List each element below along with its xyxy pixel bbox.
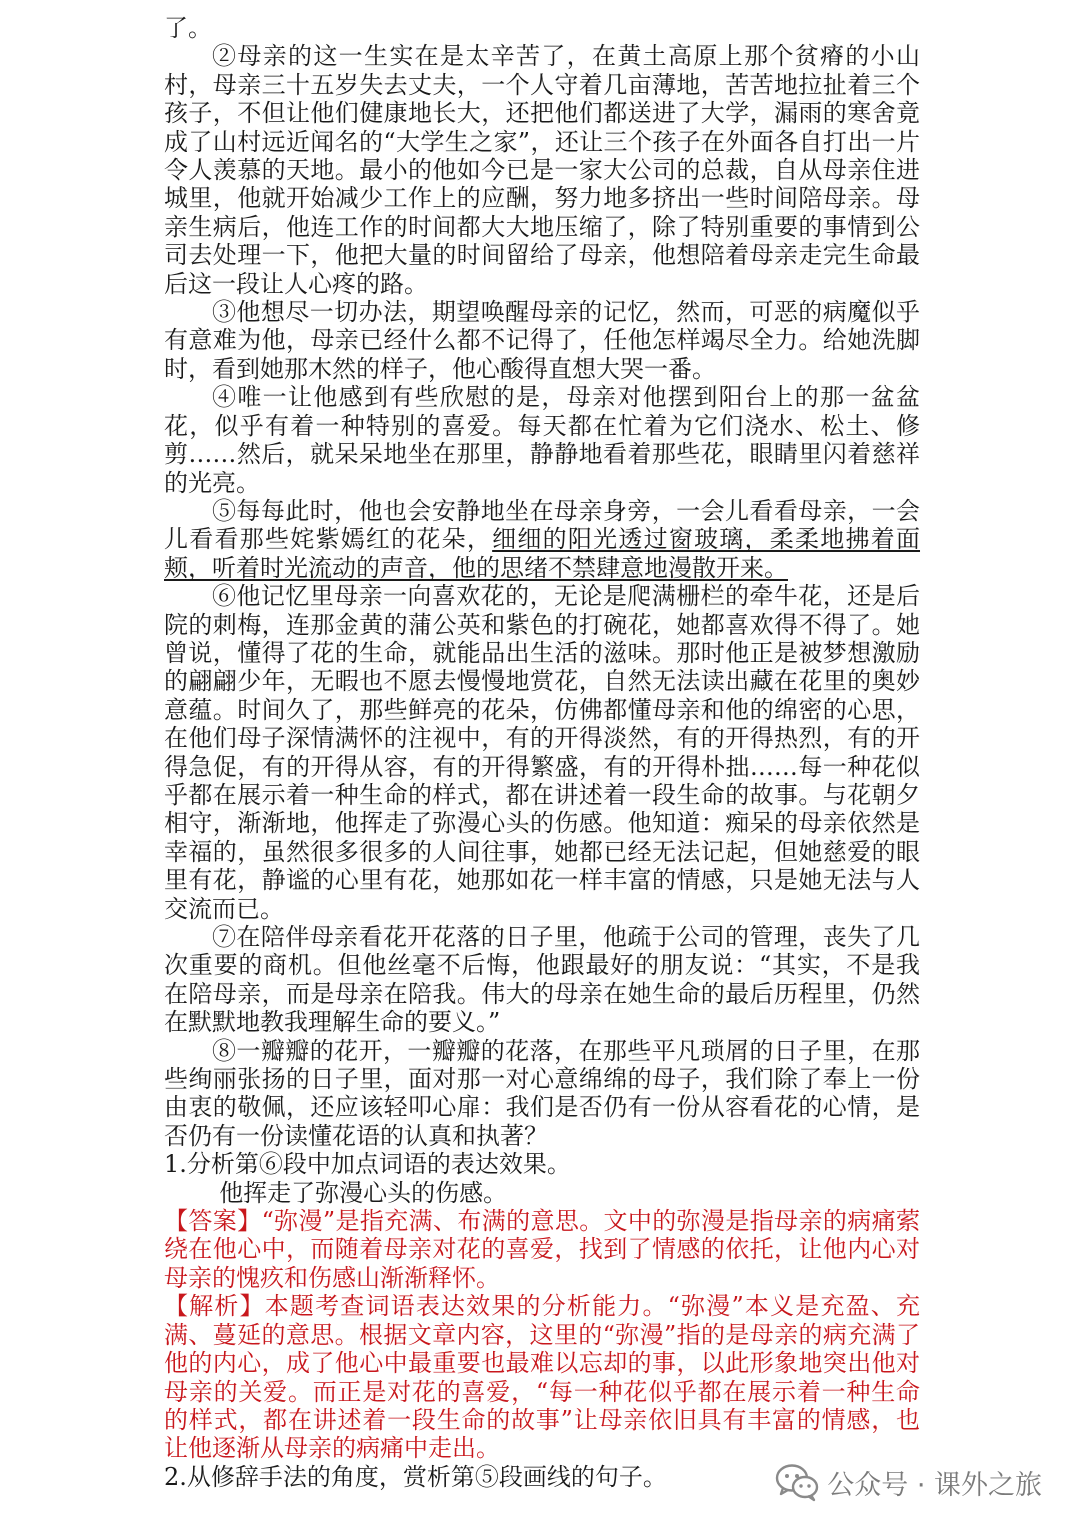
watermark: [775, 1462, 1042, 1502]
question-2-prompt: 2.从修辞手法的角度，赏析第⑤段画线的句子。: [164, 1462, 667, 1491]
question-1-prompt: 1.分析第⑥段中加点词语的表达效果。: [164, 1150, 571, 1179]
underlined-sentence: 细细的阳光透过窗玻璃，柔柔地拂着面颊，听着时光流动的声音，他的思绪不禁肆意地漫散开来。: [164, 525, 921, 582]
paragraph-1-tail: 了。: [164, 14, 212, 42]
paragraph-3: ③他想尽一切办法，期望唤醒母亲的记忆，然而，可恶的病魔似乎有意难为他，母亲已经什么都不记得了，任他怎样竭尽全力。给她洗脚时，看到她那木然的样子，他心酸得直想大哭一番。: [164, 298, 920, 383]
paragraph-5: [164, 497, 920, 582]
question-1-quote: 他挥走了弥漫心头的伤感。: [219, 1178, 508, 1207]
question-1-analysis: 【解析】本题考查词语表达效果的分析能力。“弥漫”本义是充盈、充满、蔓延的意思。根据文章内容，这里的“弥漫”指的是母亲的病充满了他的内心，成了他心中最重要也最难以忘却的事，以此形象地突出他对母亲的关爱。而正是对花的喜爱，“每一种花似乎都在展示着一种生命的样式，都在讲述着一段生命的故事”让母亲依旧具有丰富的情感，也让他逐渐从母亲的病痛中走出。: [164, 1292, 920, 1463]
wechat-icon: [775, 1462, 819, 1502]
paragraph-6: ⑥他记忆里母亲一向喜欢花的，无论是爬满栅栏的牵牛花，还是后院的刺梅，连那金黄的蒲公英和紫色的打碗花，她都喜欢得不得了。她曾说，懂得了花的生命，就能品出生活的滋味。那时他正是被梦想激励的翩翩少年，无暇也不愿去慢慢地赏花，自然无法读出藏在花里的奥妙意蕴。时间久了，那些鲜亮的花朵，仿佛都懂母亲和他的绵密的心思，在他们母子深情满怀的注视中，有的开得淡然，有的开得热烈，有的开得急促，有的开得从容，有的开得繁盛，有的开得朴拙……每一种花似乎都在展示着一种生命的样式，都在讲述着一段生命的故事。与花朝夕相守，渐渐地，他挥走了弥漫心头的伤感。他知道：痴呆的母亲依然是幸福的，虽然很多很多的人间往事，她都已经无法记起，但她慈爱的眼里有花，静谧的心里有花，她那如花一样丰富的情感，只是她无法与人交流而已。: [164, 582, 920, 923]
watermark-text: 公众号 · 课外之旅: [827, 1469, 1042, 1501]
paragraph-5-plain: ⑤每每此时，他也会安静地坐在母亲身旁，一会儿看看母亲，一会儿看看那些姹紫嫣红的花朵，: [164, 496, 920, 554]
document-page: [164, 14, 920, 1491]
paragraph-7: ⑦在陪伴母亲看花开花落的日子里，他疏于公司的管理，丧失了几次重要的商机。但他丝毫不后悔，他跟最好的朋友说：“其实，不是我在陪母亲，而是母亲在陪我。伟大的母亲在她生命的最后历程里，仍然在默默地教我理解生命的要义。”: [164, 923, 920, 1037]
question-1-answer: 【答案】“弥漫”是指充满、布满的意思。文中的弥漫是指母亲的病痛萦绕在他心中，而随着母亲对花的喜爱，找到了情感的依托，让他内心对母亲的愧疚和伤感山渐渐释怀。: [164, 1207, 920, 1292]
paragraph-4: ④唯一让他感到有些欣慰的是，母亲对他摆到阳台上的那一盆盆花，似乎有着一种特别的喜爱。每天都在忙着为它们浇水、松土、修剪……然后，就呆呆地坐在那里，静静地看着那些花，眼睛里闪着慈祥的光亮。: [164, 383, 920, 497]
paragraph-8: ⑧一瓣瓣的花开，一瓣瓣的花落，在那些平凡琐屑的日子里，在那些绚丽张扬的日子里，面对那一对心意绵绵的母子，我们除了奉上一份由衷的敬佩，还应该轻叩心扉：我们是否仍有一份从容看花的心情，是否仍有一份读懂花语的认真和执著？: [164, 1036, 920, 1150]
paragraph-2: ②母亲的这一生实在是太辛苦了，在黄土高原上那个贫瘠的小山村，母亲三十五岁失去丈夫，一个人守着几亩薄地，苦苦地拉扯着三个孩子，不但让他们健康地长大，还把他们都送进了大学，漏雨的寒舍竟成了山村远近闻名的“大学生之家”，还让三个孩子在外面各自打出一片令人羡慕的天地。最小的他如今已是一家大公司的总裁，自从母亲住进城里，他就开始减少工作上的应酬，努力地多挤出一些时间陪母亲。母亲生病后，他连工作的时间都大大地压缩了，除了特别重要的事情到公司去处理一下，他把大量的时间留给了母亲，他想陪着母亲走完生命最后这一段让人心疼的路。: [164, 42, 920, 298]
